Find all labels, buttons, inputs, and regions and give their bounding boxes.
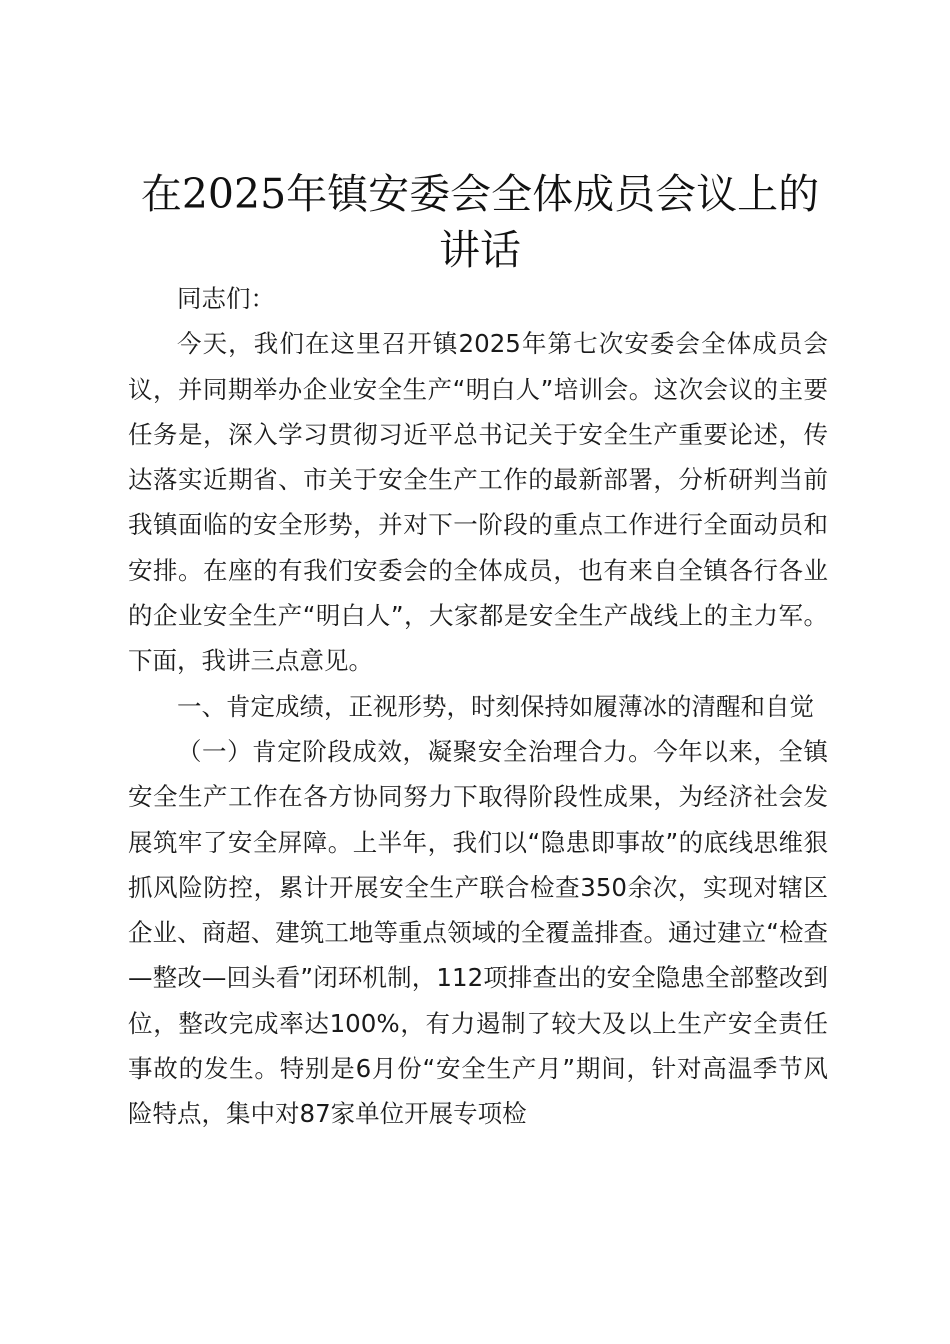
document-body bbox=[128, 276, 828, 1137]
section-heading: 一、肯定成绩，正视形势，时刻保持如履薄冰的清醒和自觉 bbox=[177, 691, 814, 721]
body-paragraph: 今天，我们在这里召开镇2025年第七次安委会全体成员会议，并同期举办企业安全生产“明白人”培训会。这次会议的主要任务是，深入学习贯彻习近平总书记关于安全生产重要论述，传达落实近期省、市关于安全生产工作的最新部署，分析研判当前我镇面临的安全形势，并对下一阶段的重点工作进行全面动员和安排。在座的有我们安委会的全体成员，也有来自全镇各行各业的企业安全生产“明白人”，大家都是安全生产战线上的主力军。下面，我讲三点意见。 bbox=[128, 329, 828, 676]
document-title: 在2025年镇安委会全体成员会议上的讲话 bbox=[140, 170, 820, 274]
salutation: 同志们： bbox=[177, 284, 275, 313]
subsection-paragraph: （一）肯定阶段成效，凝聚安全治理合力。今年以来，全镇安全生产工作在各方协同努力下取得阶段性成果，为经济社会发展筑牢了安全屏障。上半年，我们以“隐患即事故”的底线思维狠抓风险防控，累计开展安全生产联合检查350余次，实现对辖区企业、商超、建筑工地等重点领域的全覆盖排查。通过建立“检查—整改—回头看”闭环机制，112项排查出的安全隐患全部整改到位，整改完成率达100%，有力遏制了较大及以上生产安全责任事故的发生。特别是6月份“安全生产月”期间，针对高温季节风险特点，集中对87家单位开展专项检 bbox=[128, 736, 828, 1129]
